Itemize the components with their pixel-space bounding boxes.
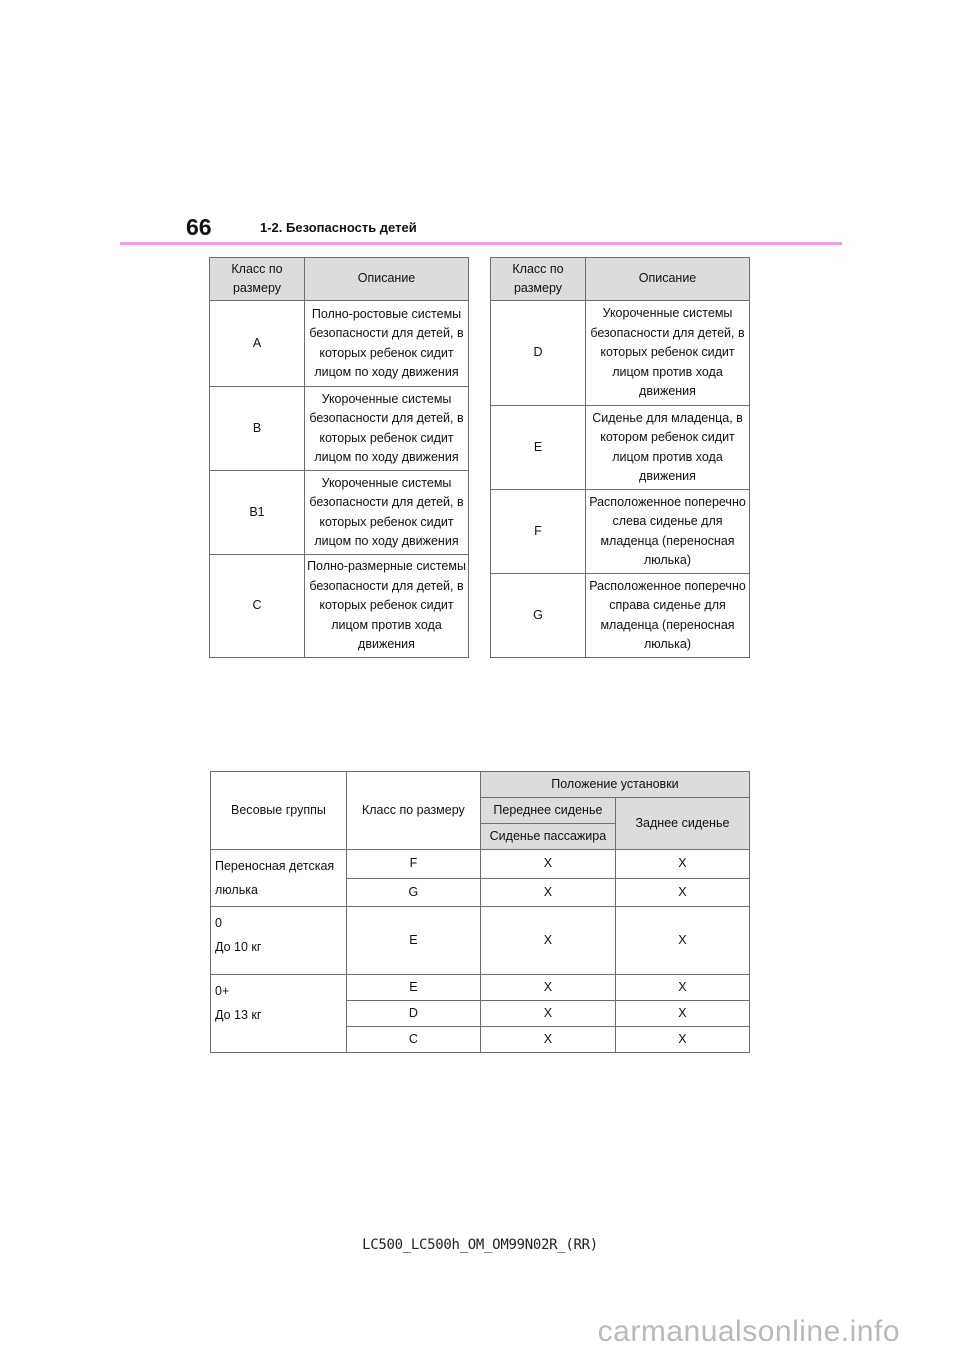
rear-seat-cell: X	[615, 1001, 749, 1027]
weight-group-limit: До 13 кг	[215, 1008, 262, 1022]
description-cell: Расположенное поперечно справа сиденье для младенца (переносная люлька)	[586, 574, 750, 658]
seat-compatibility-table	[210, 771, 750, 1053]
size-class-cell: B1	[210, 471, 305, 555]
rear-seat-cell: X	[615, 907, 749, 975]
column-header-rear-seat: Заднее сиденье	[615, 798, 749, 850]
column-header-class: Класс по размеру	[491, 258, 586, 301]
table-row	[211, 975, 750, 1001]
weight-group-limit: До 10 кг	[215, 940, 262, 954]
description-cell: Укороченные системы безопасности для детей, в которых ребенок сидит лицом по ходу движения	[305, 387, 469, 471]
rear-seat-cell: X	[615, 850, 749, 879]
column-header-front-seat: Переднее сиденье	[480, 798, 615, 824]
watermark: carmanualsonline.info	[597, 1315, 900, 1348]
front-seat-cell: X	[480, 1027, 615, 1053]
weight-group-label: 0+	[215, 984, 230, 998]
table-row	[491, 490, 750, 574]
size-class-cell: B	[210, 387, 305, 471]
column-header-weight-groups: Весовые группы	[211, 772, 347, 850]
weight-group-cell	[211, 907, 347, 975]
table-row	[210, 555, 469, 658]
rear-seat-cell: X	[615, 975, 749, 1001]
section-title: 1-2. Безопасность детей	[260, 220, 417, 235]
column-header-install-position: Положение установки	[480, 772, 749, 798]
size-class-table-left	[209, 257, 469, 658]
size-class-cell: E	[491, 406, 586, 490]
description-cell: Полно-ростовые системы безопасности для детей, в которых ребенок сидит лицом по ходу движения	[305, 301, 469, 387]
size-class-cell: E	[346, 975, 480, 1001]
weight-group-cell: Переносная детская люлька	[211, 850, 347, 907]
description-cell: Укороченные системы безопасности для детей, в которых ребенок сидит лицом против хода движения	[586, 301, 750, 406]
front-seat-cell: X	[480, 975, 615, 1001]
size-class-cell: F	[346, 850, 480, 879]
front-seat-cell: X	[480, 878, 615, 907]
description-cell: Расположенное поперечно слева сиденье для младенца (переносная люлька)	[586, 490, 750, 574]
column-header-description: Описание	[305, 258, 469, 301]
size-class-cell: E	[346, 907, 480, 975]
column-header-passenger-seat: Сиденье пассажира	[480, 824, 615, 850]
header-rule	[120, 242, 842, 245]
column-header-size-class: Класс по размеру	[346, 772, 480, 850]
rear-seat-cell: X	[615, 1027, 749, 1053]
rear-seat-cell: X	[615, 878, 749, 907]
table-row	[491, 301, 750, 406]
size-class-table-right	[490, 257, 750, 658]
front-seat-cell: X	[480, 1001, 615, 1027]
page-number: 66	[186, 214, 212, 240]
column-header-description: Описание	[586, 258, 750, 301]
size-class-cell: F	[491, 490, 586, 574]
description-cell: Укороченные системы безопасности для детей, в которых ребенок сидит лицом по ходу движения	[305, 471, 469, 555]
table-row	[210, 471, 469, 555]
table-row	[210, 387, 469, 471]
size-class-cell: D	[491, 301, 586, 406]
table-row	[491, 574, 750, 658]
weight-group-label: 0	[215, 916, 222, 930]
size-class-cell: G	[491, 574, 586, 658]
column-header-class: Класс по размеру	[210, 258, 305, 301]
front-seat-cell: X	[480, 907, 615, 975]
size-class-cell: C	[210, 555, 305, 658]
size-class-cell: A	[210, 301, 305, 387]
description-cell: Сиденье для младенца, в котором ребенок сидит лицом против хода движения	[586, 406, 750, 490]
front-seat-cell: X	[480, 850, 615, 879]
description-cell: Полно-размерные системы безопасности для детей, в которых ребенок сидит лицом против хода движения	[305, 555, 469, 658]
size-class-cell: C	[346, 1027, 480, 1053]
table-row	[211, 850, 750, 879]
table-row	[211, 907, 750, 975]
size-class-cell: G	[346, 878, 480, 907]
table-row	[491, 406, 750, 490]
size-class-cell: D	[346, 1001, 480, 1027]
table-row	[210, 301, 469, 387]
document-code: LC500_LC500h_OM_OM99N02R_(RR)	[362, 1237, 598, 1253]
weight-group-cell	[211, 975, 347, 1053]
